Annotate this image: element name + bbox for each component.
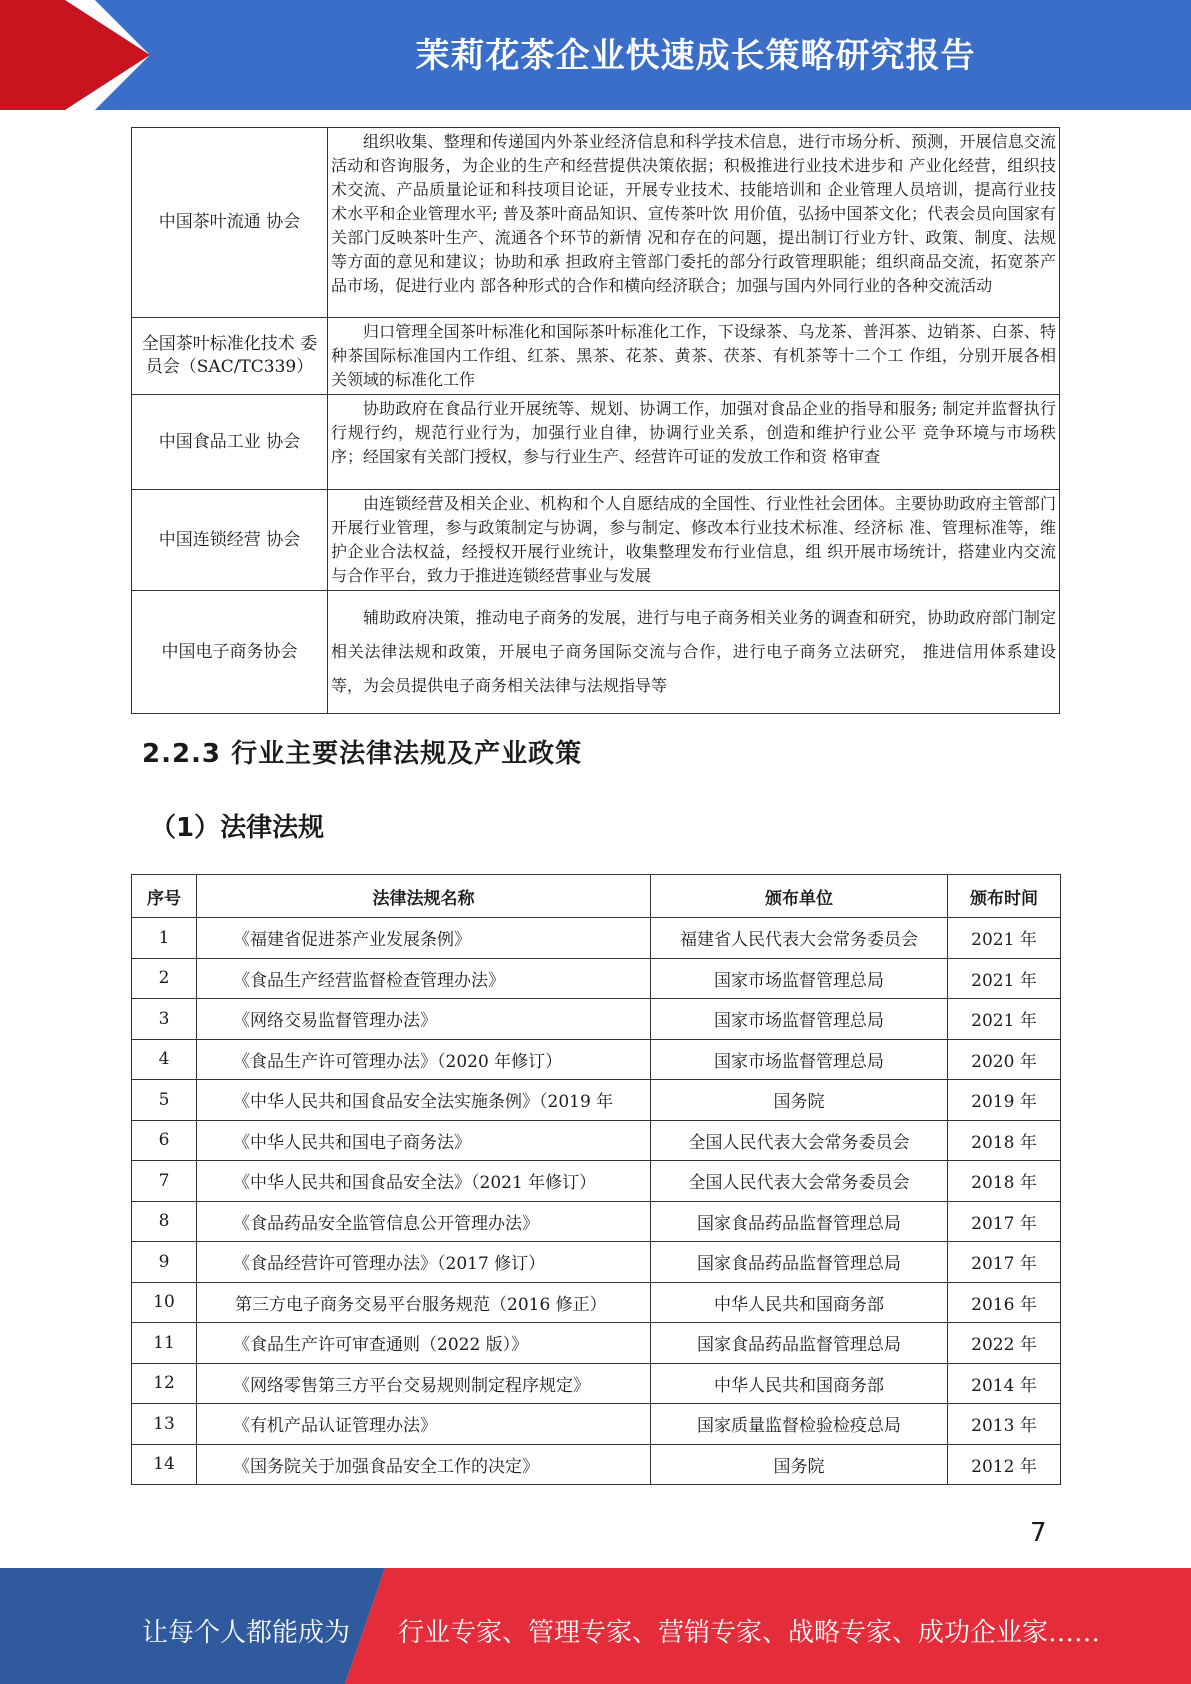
row-dept: 国家食品药品监督管理总局 bbox=[651, 1201, 948, 1242]
row-no: 9 bbox=[132, 1242, 197, 1283]
row-name: 《食品生产许可审查通则（2022 版）》 bbox=[197, 1323, 651, 1364]
table-row bbox=[132, 1039, 1061, 1080]
header-year: 颁布时间 bbox=[948, 875, 1061, 918]
row-dept: 国家市场监督管理总局 bbox=[651, 958, 948, 999]
row-name: 《有机产品认证管理办法》 bbox=[197, 1404, 651, 1445]
row-year: 2014 年 bbox=[948, 1363, 1061, 1404]
table-row bbox=[132, 1120, 1061, 1161]
association-name: 中国茶叶流通 协会 bbox=[132, 128, 328, 318]
row-no: 3 bbox=[132, 999, 197, 1040]
association-name: 全国茶叶标准化技术 委员会（SAC/TC339） bbox=[132, 318, 328, 395]
row-name: 《食品药品安全监管信息公开管理办法》 bbox=[197, 1201, 651, 1242]
row-year: 2012 年 bbox=[948, 1444, 1061, 1485]
table-row bbox=[132, 918, 1061, 959]
row-no: 6 bbox=[132, 1120, 197, 1161]
table-row bbox=[132, 1282, 1061, 1323]
associations-table bbox=[131, 127, 1060, 714]
row-year: 2016 年 bbox=[948, 1282, 1061, 1323]
row-name: 《网络零售第三方平台交易规则制定程序规定》 bbox=[197, 1363, 651, 1404]
row-year: 2022 年 bbox=[948, 1323, 1061, 1364]
row-year: 2018 年 bbox=[948, 1161, 1061, 1202]
association-description: 由连锁经营及相关企业、机构和个人自愿结成的全国性、行业性社会团体。主要协助政府主管部门开展行业管理，参与政策制定与协调，参与制定、修改本行业技术标准、经济标 准、管理标准等，维护企业合法权益，经授权开展行业统计，收集整理发布行业信息，组 织开展市场统计，搭建业内交流与合作平台，致力于推进连锁经营事业与发展 bbox=[328, 490, 1060, 591]
footer-slogan-right: 行业专家、管理专家、营销专家、战略专家、成功企业家…… bbox=[398, 1618, 1101, 1648]
row-name: 《食品生产许可管理办法》（2020 年修订） bbox=[197, 1039, 651, 1080]
row-no: 1 bbox=[132, 918, 197, 959]
table-header-row bbox=[132, 875, 1061, 918]
table-row bbox=[132, 1363, 1061, 1404]
row-name: 《国务院关于加强食品安全工作的决定》 bbox=[197, 1444, 651, 1485]
row-dept: 全国人民代表大会常务委员会 bbox=[651, 1120, 948, 1161]
row-no: 8 bbox=[132, 1201, 197, 1242]
row-no: 4 bbox=[132, 1039, 197, 1080]
row-dept: 中华人民共和国商务部 bbox=[651, 1282, 948, 1323]
table-row bbox=[132, 1161, 1061, 1202]
header-dept: 颁布单位 bbox=[651, 875, 948, 918]
table-row bbox=[132, 1404, 1061, 1445]
row-year: 2017 年 bbox=[948, 1242, 1061, 1283]
table-row bbox=[132, 1323, 1061, 1364]
row-name: 《福建省促进茶产业发展条例》 bbox=[197, 918, 651, 959]
association-description: 协助政府在食品行业开展统等、规划、协调工作，加强对食品企业的指导和服务; 制定并监督执行行规行约，规范行业行为，加强行业自律，协调行业关系，创造和维护行业公平 竞争环境与市场秩序；经国家有关部门授权，参与行业生产、经营许可证的发放工作和资 格审查 bbox=[328, 395, 1060, 490]
table-row bbox=[132, 1080, 1061, 1121]
section-heading: 2.2.3 行业主要法律法规及产业政策 bbox=[142, 739, 583, 769]
row-name: 《中华人民共和国食品安全法实施条例》（2019 年 bbox=[197, 1080, 651, 1121]
row-name: 《中华人民共和国食品安全法》（2021 年修订） bbox=[197, 1161, 651, 1202]
row-no: 7 bbox=[132, 1161, 197, 1202]
row-name: 《中华人民共和国电子商务法》 bbox=[197, 1120, 651, 1161]
row-dept: 全国人民代表大会常务委员会 bbox=[651, 1161, 948, 1202]
table-row bbox=[132, 1201, 1061, 1242]
row-year: 2018 年 bbox=[948, 1120, 1061, 1161]
page-header bbox=[0, 0, 1191, 110]
row-no: 11 bbox=[132, 1323, 197, 1364]
row-dept: 国务院 bbox=[651, 1080, 948, 1121]
row-name: 《食品生产经营监督检查管理办法》 bbox=[197, 958, 651, 999]
footer-slogan-left: 让每个人都能成为 bbox=[142, 1618, 351, 1648]
row-dept: 国家市场监督管理总局 bbox=[651, 1039, 948, 1080]
header-no: 序号 bbox=[132, 875, 197, 918]
row-no: 5 bbox=[132, 1080, 197, 1121]
table-row bbox=[132, 591, 1060, 714]
report-title: 茉莉花茶企业快速成长策略研究报告 bbox=[415, 36, 976, 76]
table-row bbox=[132, 999, 1061, 1040]
row-dept: 中华人民共和国商务部 bbox=[651, 1363, 948, 1404]
row-year: 2021 年 bbox=[948, 999, 1061, 1040]
row-no: 12 bbox=[132, 1363, 197, 1404]
row-dept: 国家食品药品监督管理总局 bbox=[651, 1242, 948, 1283]
table-row bbox=[132, 490, 1060, 591]
table-row bbox=[132, 958, 1061, 999]
row-name: 《食品经营许可管理办法》（2017 修订） bbox=[197, 1242, 651, 1283]
association-name: 中国食品工业 协会 bbox=[132, 395, 328, 490]
row-year: 2013 年 bbox=[948, 1404, 1061, 1445]
row-dept: 国务院 bbox=[651, 1444, 948, 1485]
association-description: 辅助政府决策，推动电子商务的发展，进行与电子商务相关业务的调查和研究，协助政府部门制定相关法律法规和政策，开展电子商务国际交流与合作，进行电子商务立法研究， 推进信用体系建设等，为会员提供电子商务相关法律与法规指导等 bbox=[328, 591, 1060, 714]
row-dept: 福建省人民代表大会常务委员会 bbox=[651, 918, 948, 959]
association-description: 归口管理全国茶叶标准化和国际茶叶标准化工作，下设绿茶、乌龙茶、普洱茶、边销茶、白茶、特种茶国际标准国内工作组、红茶、黑茶、花茶、黄茶、茯茶、有机茶等十二个工 作组，分别开展各相关领域的标准化工作 bbox=[328, 318, 1060, 395]
row-year: 2021 年 bbox=[948, 918, 1061, 959]
row-year: 2020 年 bbox=[948, 1039, 1061, 1080]
row-year: 2021 年 bbox=[948, 958, 1061, 999]
header-name: 法律法规名称 bbox=[197, 875, 651, 918]
table-row bbox=[132, 1242, 1061, 1283]
table-row bbox=[132, 1444, 1061, 1485]
table-row bbox=[132, 318, 1060, 395]
row-year: 2017 年 bbox=[948, 1201, 1061, 1242]
row-dept: 国家市场监督管理总局 bbox=[651, 999, 948, 1040]
row-name: 第三方电子商务交易平台服务规范（2016 修正） bbox=[197, 1282, 651, 1323]
page-footer bbox=[0, 1568, 1191, 1684]
row-no: 2 bbox=[132, 958, 197, 999]
association-name: 中国电子商务协会 bbox=[132, 591, 328, 714]
row-dept: 国家质量监督检验检疫总局 bbox=[651, 1404, 948, 1445]
association-description: 组织收集、整理和传递国内外茶业经济信息和科学技术信息，进行市场分析、预测，开展信息交流活动和咨询服务，为企业的生产和经营提供决策依据；积极推进行业技术进步和 产业化经营，组织技术交流、产品质量论证和科技项目论证，开展专业技术、技能培训和 企业管理人员培训，提高行业技术水平和企业管理水平; 普及茶叶商品知识、宣传茶叶饮 用价值，弘扬中国茶文化；代表会员向国家有关部门反映茶叶生产、流通各个环节的新情 况和存在的问题，提出制订行业方针、政策、制度、法规等方面的意见和建议；协助和承 担政府主管部门委托的部分行政管理职能；组织商品交流，拓宽茶产品市场，促进行业内 部各种形式的合作和横向经济联合；加强与国内外同行业的各种交流活动 bbox=[328, 128, 1060, 318]
row-no: 10 bbox=[132, 1282, 197, 1323]
row-year: 2019 年 bbox=[948, 1080, 1061, 1121]
table-row bbox=[132, 395, 1060, 490]
row-dept: 国家食品药品监督管理总局 bbox=[651, 1323, 948, 1364]
association-name: 中国连锁经营 协会 bbox=[132, 490, 328, 591]
subsection-heading: （1）法律法规 bbox=[150, 813, 325, 843]
page-number: 7 bbox=[1030, 1518, 1047, 1548]
laws-table bbox=[131, 874, 1061, 1485]
table-row bbox=[132, 128, 1060, 318]
row-name: 《网络交易监督管理办法》 bbox=[197, 999, 651, 1040]
row-no: 14 bbox=[132, 1444, 197, 1485]
row-no: 13 bbox=[132, 1404, 197, 1445]
